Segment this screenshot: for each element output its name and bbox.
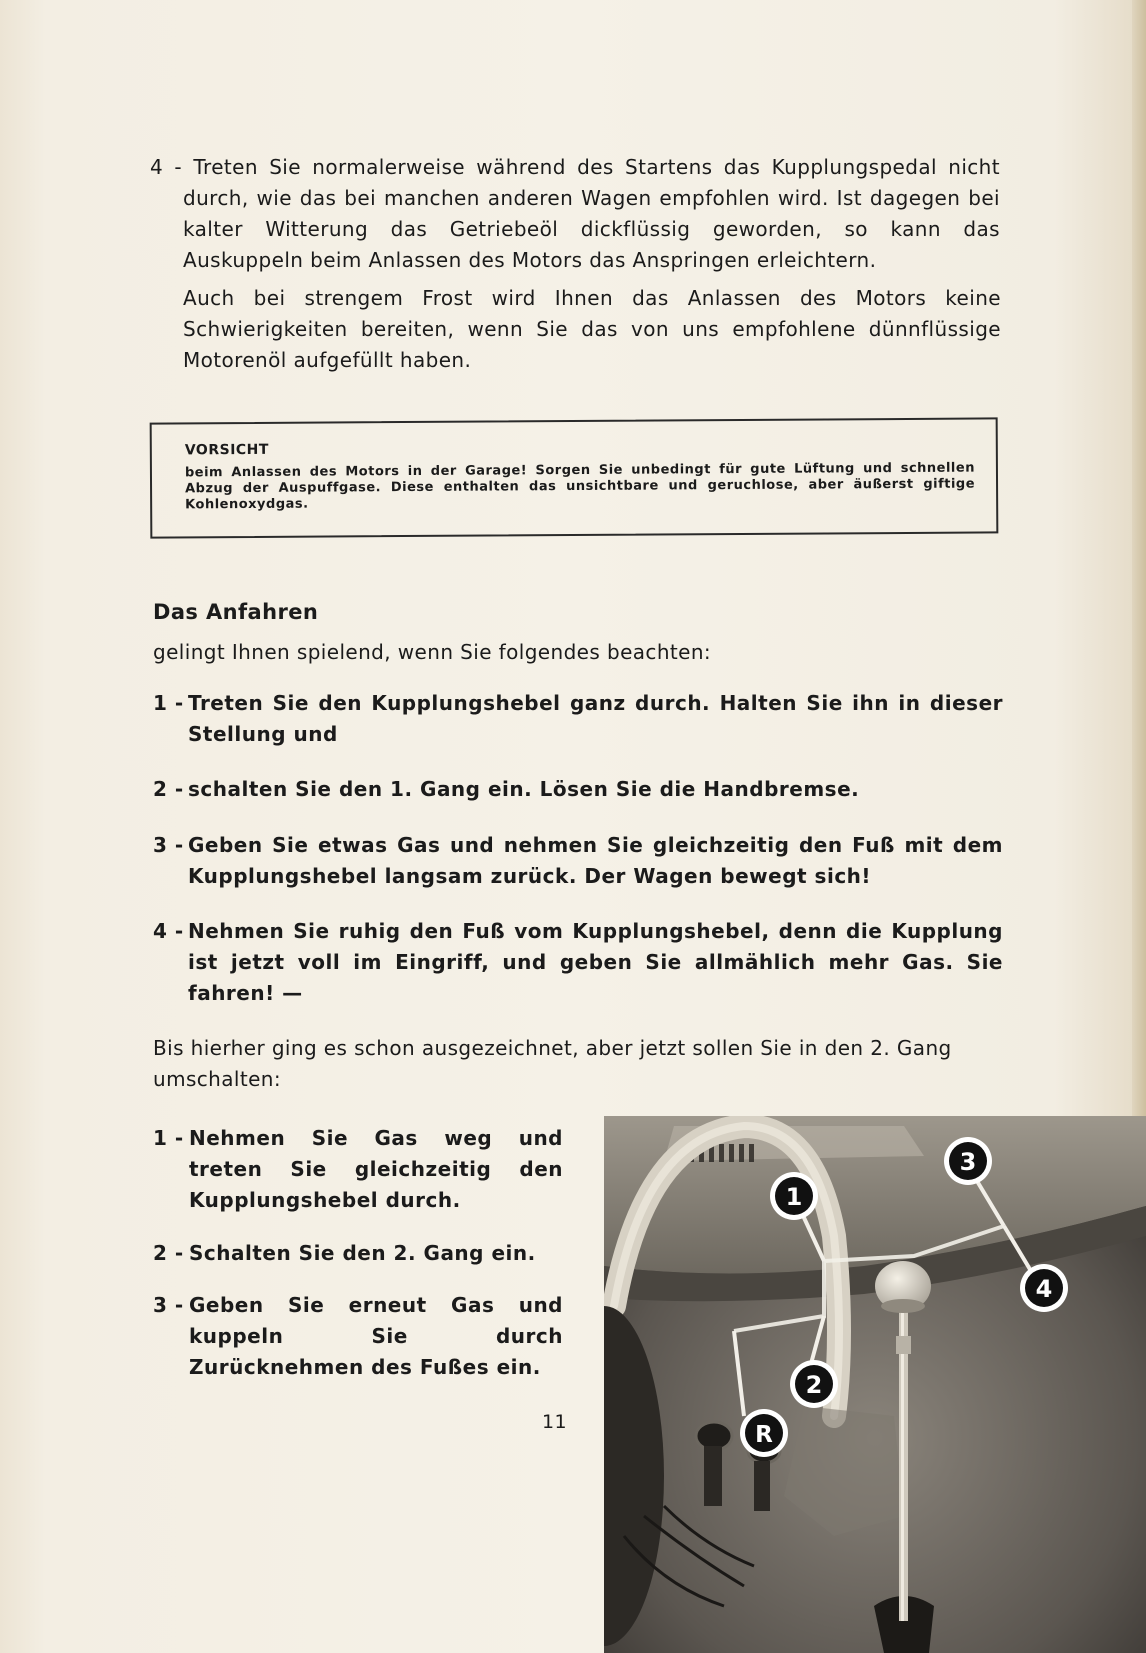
- list-item: [153, 1290, 563, 1383]
- list-item-text: Nehmen Sie Gas weg und treten Sie gleichzeitig den Kupplungshebel durch.: [189, 1126, 563, 1212]
- gearshift-photo: [604, 1116, 1146, 1653]
- frost-paragraph: Auch bei strengem Frost wird Ihnen das Anlassen des Motors keine Schwierigkeiten bereiten, wenn Sie das von uns empfohlene dünnflüssige Motorenöl aufgefüllt haben.: [183, 286, 1001, 372]
- intro-item-4: [150, 152, 1000, 276]
- list-item-text: Treten Sie den Kupplungshebel ganz durch. Halten Sie ihn in dieser Stellung und: [188, 691, 1003, 746]
- gear-label-4: 4: [1035, 1275, 1053, 1303]
- gear-label-2: 2: [805, 1371, 823, 1399]
- intro-item-4-text: Treten Sie normalerweise während des Startens das Kupplungspedal nicht durch, wie das bei manchen anderen Wagen empfohlen wird. Ist dagegen bei kalter Witterung das Getriebeöl dickflüssig geworden, so kann das Auskuppeln beim Anlassen des Motors das Anspringen erleichtern.: [183, 155, 1000, 272]
- list-item-number: 1 -: [153, 691, 184, 715]
- list-item: [153, 916, 1003, 1009]
- list-item-text: schalten Sie den 1. Gang ein. Lösen Sie die Handbremse.: [188, 777, 860, 801]
- list-item: [153, 1123, 563, 1216]
- shift-intro: Bis hierher ging es schon ausgezeichnet, aber jetzt sollen Sie in den 2. Gang umschalten:: [153, 1036, 952, 1091]
- gear-marker-r: [740, 1409, 788, 1457]
- list-item-text: Geben Sie erneut Gas und kuppeln Sie durch Zurücknehmen des Fußes ein.: [189, 1293, 563, 1379]
- warning-box: [150, 417, 999, 538]
- intro-item-4-num: 4 -: [150, 155, 183, 179]
- list-item-number: 3 -: [153, 833, 184, 857]
- list-item-number: 1 -: [153, 1126, 184, 1150]
- gear-label-3: 3: [959, 1148, 977, 1176]
- warning-title: VORSICHT: [184, 441, 269, 459]
- gear-marker-1: [770, 1172, 818, 1220]
- list-item: [153, 830, 1003, 892]
- gear-marker-2: [790, 1360, 838, 1408]
- gear-marker-3: [944, 1137, 992, 1185]
- section-intro: gelingt Ihnen spielend, wenn Sie folgendes beachten:: [153, 640, 712, 664]
- list-item-number: 3 -: [153, 1293, 184, 1317]
- list-item: [153, 688, 1003, 750]
- list-item-text: Schalten Sie den 2. Gang ein.: [189, 1241, 536, 1265]
- section-heading: Das Anfahren: [153, 600, 319, 624]
- list-item-text: Nehmen Sie ruhig den Fuß vom Kupplungshebel, denn die Kupplung ist jetzt voll im Eingriff, und geben Sie allmählich mehr Gas. Sie fahren! —: [188, 919, 1003, 1005]
- list-item-number: 2 -: [153, 1241, 184, 1265]
- page-number: 11: [542, 1411, 567, 1433]
- list-item-text: Geben Sie etwas Gas und nehmen Sie gleichzeitig den Fuß mit dem Kupplungshebel langsam zurück. Der Wagen bewegt sich!: [188, 833, 1003, 888]
- list-item: [153, 774, 1003, 805]
- list-item-number: 2 -: [153, 777, 184, 801]
- gear-label-1: 1: [785, 1183, 803, 1211]
- gear-marker-4: [1020, 1264, 1068, 1312]
- gear-label-r: R: [755, 1422, 773, 1448]
- list-item: [153, 1238, 563, 1269]
- warning-body: beim Anlassen des Motors in der Garage! Sorgen Sie unbedingt für gute Lüftung und schnellen Abzug der Auspuffgase. Diese enthalten das unsichtbare und geruchlose, aber äußerst giftige Kohlenoxydgas.: [184, 460, 976, 513]
- gearshift-illustration: [604, 1116, 1146, 1653]
- list-item-number: 4 -: [153, 919, 184, 943]
